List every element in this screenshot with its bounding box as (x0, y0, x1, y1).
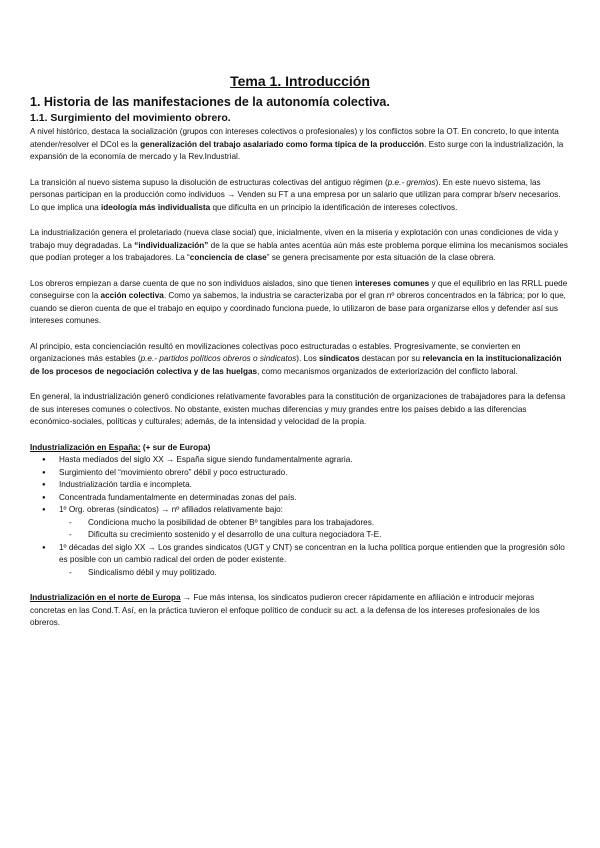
north-paragraph: Industrialización en el norte de Europa → Fue más intensa, los sindicatos pudieron crecer rápidamente en afiliación e introducir mejoras concretas en las Cond.T. Así, en la práctica tuvieron el enfoque político de conducir su act. a la defensa de los intereses profesionales de los obreros. (30, 593, 540, 627)
page-title: Tema 1. Introducción (230, 73, 370, 89)
sub-list-item: - Dificulta su crecimiento sostenido y el desarrollo de una cultura negociadora T-E. (30, 529, 570, 542)
sub-list-item: - Condiciona mucho la posibilidad de obtener Bº tangibles para los trabajadores. (30, 517, 570, 530)
sub-list-item: - Sindicalismo débil y muy politizado. (30, 567, 570, 580)
list-item: ● Surgimiento del “movimiento obrero” débil y poco estructurado. (30, 467, 570, 480)
section-heading: 1. Historia de las manifestaciones de la autonomía colectiva. (30, 95, 390, 109)
paragraph-1: A nivel histórico, destaca la socialización (grupos con intereses colectivos o profesionales) y los conflictos sobre la OT. En concreto, lo que intenta atender/resolver el DCol es la generalización del trabajo asalariado como forma típica de la producción. Esto surge con la industrialización, la expansión de la economía de mercado y la Rev.Industrial. (30, 127, 564, 161)
paragraph-5: Al principio, esta concienciación resultó en movilizaciones colectivas poco estructuradas o estables. Progresivamente, se convierten en organizaciones más estables (p.e.- partidos políticos obreros o sindicatos). Los sindicatos destacan por su relevancia en la institucionalización de los procesos de negociación colectiva y de las huelgas, como mecanismos organizados de exteriorización del conflicto laboral. (30, 341, 562, 376)
paragraph-2: La transición al nuevo sistema supuso la disolución de estructuras colectivas del antiguo régimen (p.e.- gremios). En este nuevo sistema, las personas participan en la producción como individuos → Venden su FT a una empresa por un salario que utilizan para comprar b/serv necesarios. Lo que implica una ideología más individualista que dificulta en un principio la identificación de intereses colectivos. (30, 177, 561, 212)
paragraph-3: La industrialización genera el proletariado (nueva clase social) que, inicialmente, viven en la miseria y explotación con unas condiciones de vida y trabajo muy degradadas. La “individualización” de la que se habla antes acentúa aún más este problema porque elimina los mecanismos sociales que podían proteger a los trabajadores. La “conciencia de clase” se genera precisamente por esta situación de la clase obrera. (30, 228, 568, 262)
list-item: ● Concentrada fundamentalmente en determinadas zonas del país. (30, 492, 570, 505)
subsection-heading: 1.1. Surgimiento del movimiento obrero. (30, 112, 231, 124)
list-item: ● Hasta mediados del siglo XX → España sigue siendo fundamentalmente agraria. (30, 454, 570, 467)
spain-list (30, 454, 570, 579)
paragraph-4: Los obreros empiezan a darse cuenta de que no son individuos aislados, sino que tienen intereses comunes y que el equilibrio en las RRLL puede conseguirse con la acción colectiva. Como ya sabemos, la industria se caracterizaba por el gran nº obreros concentrados en la fábrica; por lo que, cuando se dieron cuenta de que el trabajo en equipo y coordinado funciona puede, lo utilizaron de base para organizarse ellos y defender así sus intereses comunes. (30, 278, 568, 325)
paragraph-6: En general, la industrialización generó condiciones relativamente favorables para la constitución de organizaciones de trabajadores para la defensa de sus intereses comunes o colectivos. No obstante, existen muchas diferencias y muy grandes entre los países debido a las diferencias económico-sociales, políticas y culturales; además, de la intensidad y velocidad de la propia. (30, 392, 566, 426)
list-item: ● Industrialización tardía e incompleta. (30, 479, 570, 492)
spain-heading: Industrialización en España: (+ sur de Europa) (30, 442, 211, 452)
document-page (30, 72, 570, 630)
list-item: ● 1º Org. obreras (sindicatos) → nº afiliados relativamente bajo: (30, 504, 570, 517)
list-item: ● 1º décadas del siglo XX → Los grandes sindicatos (UGT y CNT) se concentran en la lucha política porque entienden que la progresión sólo es posible con un cambio radical del orden de poder existente. (30, 542, 570, 567)
